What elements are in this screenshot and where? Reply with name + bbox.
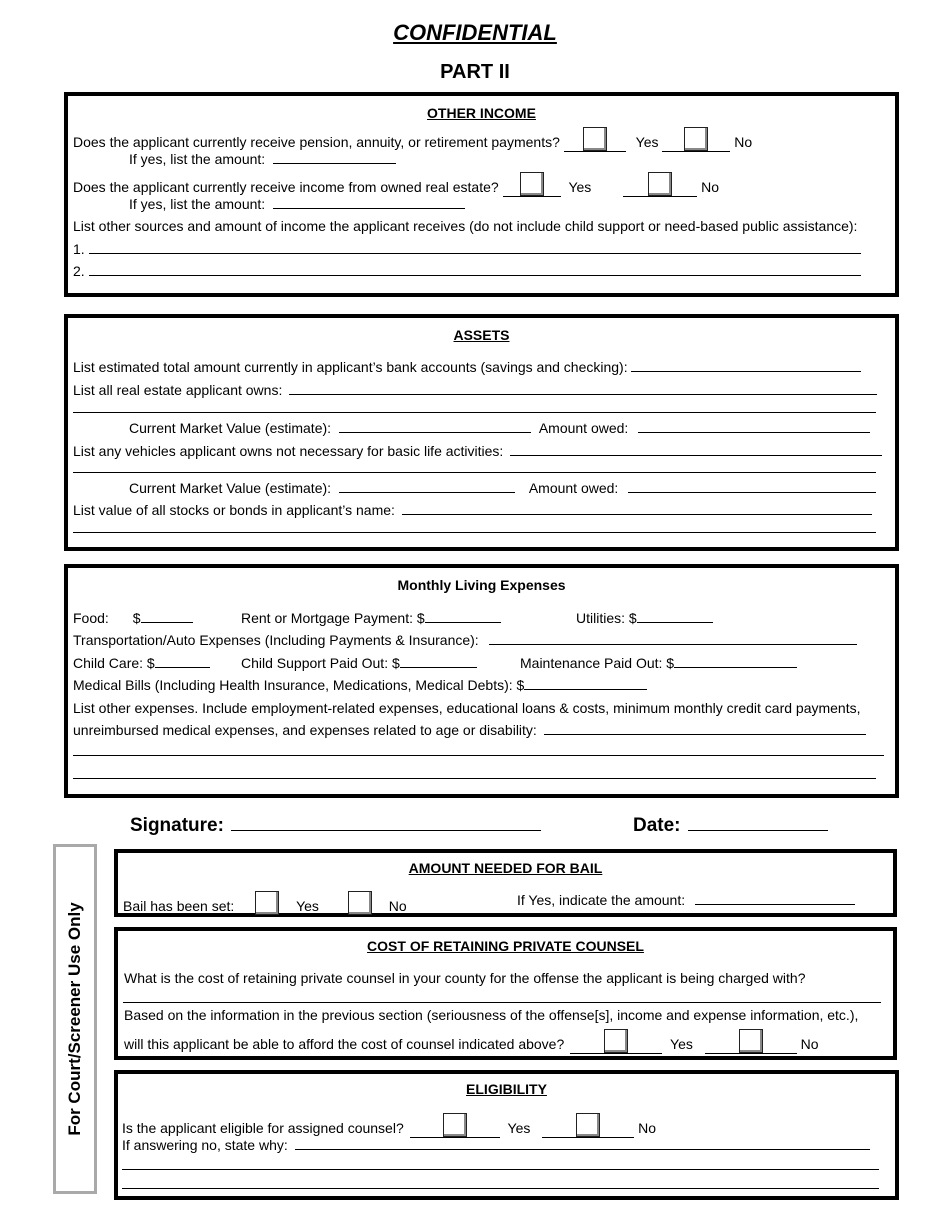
real-estate-market-value-field[interactable] <box>339 419 531 433</box>
other-income-instruction: List other sources and amount of income the applicant receives (do not include child support or need-based public assistance): <box>73 218 858 234</box>
other-income-item-2-label: 2. <box>73 263 85 279</box>
afford-question: will this applicant be able to afford the cost of counsel indicated above? <box>124 1036 565 1052</box>
other-income-item-1-label: 1. <box>73 241 85 257</box>
eligibility-title: ELIGIBILITY <box>466 1081 547 1097</box>
child-support-label: Child Support Paid Out: $ <box>241 655 400 671</box>
afford-yes-label: Yes <box>670 1036 693 1052</box>
utilities-field[interactable] <box>637 609 713 623</box>
ineligible-reason-line-3[interactable] <box>122 1188 879 1189</box>
assets-section <box>64 314 899 551</box>
signature-field[interactable] <box>231 814 541 831</box>
monthly-expenses-section <box>64 564 899 798</box>
pension-no-checkbox[interactable] <box>684 127 708 151</box>
pension-yes-checkbox[interactable] <box>583 127 607 151</box>
pension-question-row <box>73 127 752 152</box>
real-estate-amount-label: If yes, list the amount: <box>129 196 266 212</box>
vehicle-amount-owed-label: Amount owed: <box>528 480 619 496</box>
pension-question: Does the applicant currently receive pension, annuity, or retirement payments? <box>73 134 560 150</box>
stocks-bonds-continuation[interactable] <box>73 532 876 533</box>
child-care-label: Child Care: $ <box>73 655 155 671</box>
stocks-bonds-field[interactable] <box>402 501 872 515</box>
transportation-field[interactable] <box>489 631 857 645</box>
other-income-title: OTHER INCOME <box>427 105 536 121</box>
pension-amount-label: If yes, list the amount: <box>129 151 266 167</box>
afford-instruction: Based on the information in the previous section (seriousness of the offense[s], income and expense information, etc.), <box>124 1007 859 1023</box>
rent-field[interactable] <box>425 609 501 623</box>
real-estate-owned-field[interactable] <box>289 381 877 395</box>
eligibility-question: Is the applicant eligible for assigned counsel? <box>122 1120 404 1136</box>
real-estate-no-checkbox[interactable] <box>648 172 672 196</box>
vehicle-amount-owed-field[interactable] <box>628 479 876 493</box>
ineligible-reason-field[interactable] <box>295 1136 870 1150</box>
medical-bills-field[interactable] <box>524 676 647 690</box>
food-label: Food: <box>73 610 109 626</box>
real-estate-owned-continuation[interactable] <box>73 412 876 413</box>
bail-amount-field[interactable] <box>695 891 855 905</box>
vehicles-label: List any vehicles applicant owns not necessary for basic life activities: <box>73 443 504 459</box>
counsel-cost-question: What is the cost of retaining private counsel in your county for the offense the applicant is being charged with? <box>124 970 806 986</box>
afford-no-label: No <box>800 1036 819 1052</box>
court-screener-label: For Court/Screener Use Only <box>65 902 84 1136</box>
vehicle-market-value-label: Current Market Value (estimate): <box>129 480 332 496</box>
other-expenses-field[interactable] <box>544 721 866 735</box>
court-screener-side-box <box>53 844 97 1194</box>
other-expenses-instruction-cont: unreimbursed medical expenses, and expenses related to age or disability: <box>73 722 537 738</box>
rent-label: Rent or Mortgage Payment: $ <box>241 610 425 626</box>
assets-title: ASSETS <box>453 327 510 343</box>
ineligible-reason-label: If answering no, state why: <box>122 1137 288 1153</box>
real-estate-yes-label: Yes <box>568 179 592 195</box>
stocks-bonds-label: List value of all stocks or bonds in applicant’s name: <box>73 502 395 518</box>
bail-section <box>114 849 897 917</box>
child-support-field[interactable] <box>400 654 477 668</box>
bail-no-checkbox[interactable] <box>348 891 372 915</box>
counsel-cost-title: COST OF RETAINING PRIVATE COUNSEL <box>367 938 644 954</box>
maintenance-label: Maintenance Paid Out: $ <box>520 655 675 671</box>
ineligible-reason-line-2[interactable] <box>122 1169 879 1170</box>
vehicle-market-value-field[interactable] <box>339 479 515 493</box>
other-expenses-instruction: List other expenses. Include employment-related expenses, educational loans & costs, minimum monthly credit card payments, <box>73 700 861 716</box>
real-estate-amount-field[interactable] <box>273 195 465 209</box>
monthly-expenses-title: Monthly Living Expenses <box>397 577 566 593</box>
eligibility-section <box>114 1070 899 1200</box>
vehicles-field[interactable] <box>510 442 882 456</box>
pension-yes-label: Yes <box>635 134 659 150</box>
confidential-heading: CONFIDENTIAL <box>393 20 557 45</box>
other-expenses-line-3[interactable] <box>73 778 876 779</box>
eligible-no-checkbox[interactable] <box>576 1113 600 1137</box>
real-estate-amount-owed-field[interactable] <box>638 419 870 433</box>
maintenance-field[interactable] <box>674 654 797 668</box>
afford-yes-checkbox[interactable] <box>604 1029 628 1053</box>
afford-no-checkbox[interactable] <box>739 1029 763 1053</box>
counsel-cost-section <box>114 927 897 1060</box>
other-income-item-1-field[interactable] <box>89 240 861 254</box>
bail-yes-checkbox[interactable] <box>255 891 279 915</box>
transportation-label: Transportation/Auto Expenses (Including Payments & Insurance): <box>73 632 479 648</box>
utilities-label: Utilities: $ <box>576 610 637 626</box>
eligible-no-label: No <box>638 1120 657 1136</box>
pension-no-label: No <box>734 134 753 150</box>
other-income-section <box>64 92 899 297</box>
bail-set-label: Bail has been set: <box>123 898 235 914</box>
bail-title: AMOUNT NEEDED FOR BAIL <box>408 860 603 876</box>
real-estate-market-value-label: Current Market Value (estimate): <box>129 420 332 436</box>
bank-accounts-field[interactable] <box>631 358 861 372</box>
eligible-yes-label: Yes <box>507 1120 531 1136</box>
vehicles-continuation[interactable] <box>73 472 876 473</box>
real-estate-no-label: No <box>701 179 719 195</box>
counsel-cost-field[interactable] <box>123 1002 881 1003</box>
bail-amount-label: If Yes, indicate the amount: <box>517 892 686 908</box>
real-estate-yes-checkbox[interactable] <box>520 172 544 196</box>
child-care-field[interactable] <box>155 654 210 668</box>
real-estate-income-question: Does the applicant currently receive income from owned real estate? <box>73 179 499 195</box>
bail-yes-label: Yes <box>296 898 319 914</box>
part-heading: PART II <box>440 61 510 83</box>
real-estate-amount-owed-label: Amount owed: <box>538 420 629 436</box>
other-income-item-2-field[interactable] <box>89 262 861 276</box>
bail-no-label: No <box>388 898 407 914</box>
food-field[interactable] <box>141 609 193 623</box>
date-label: Date: <box>633 815 681 836</box>
eligible-yes-checkbox[interactable] <box>443 1113 467 1137</box>
signature-label: Signature: <box>130 815 224 836</box>
food-dollar-sign: $ <box>132 610 141 626</box>
other-expenses-line-2[interactable] <box>73 755 884 756</box>
date-field[interactable] <box>688 814 828 831</box>
medical-bills-label: Medical Bills (Including Health Insurance, Medications, Medical Debts): $ <box>73 677 525 693</box>
bank-accounts-label: List estimated total amount currently in applicant’s bank accounts (savings and checking): <box>73 359 628 375</box>
real-estate-owned-label: List all real estate applicant owns: <box>73 382 283 398</box>
real-estate-income-row <box>73 172 719 197</box>
pension-amount-field[interactable] <box>273 150 396 164</box>
